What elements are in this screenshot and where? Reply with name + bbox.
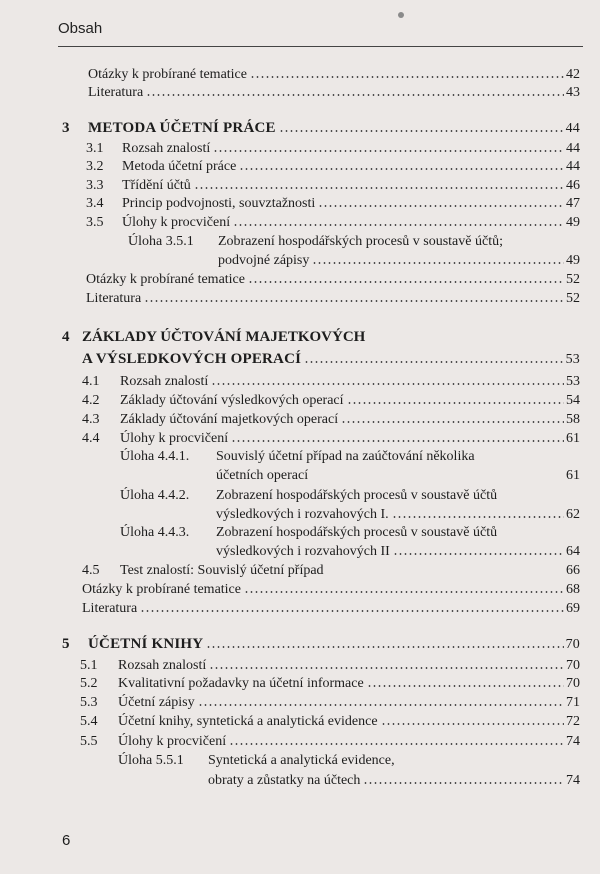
dot-leader bbox=[144, 298, 564, 304]
section-title: Rozsah znalostí bbox=[120, 374, 209, 389]
entry-page: 61 bbox=[566, 468, 580, 483]
toc-section-4-1[interactable] bbox=[82, 373, 580, 390]
entry-page: 44 bbox=[565, 121, 580, 136]
task-title-line2: obraty a zůstatky na účtech bbox=[208, 773, 361, 788]
entry-title: Literatura bbox=[86, 291, 142, 306]
section-title: Kvalitativní požadavky na účetní informace bbox=[118, 676, 364, 691]
entry-page: 46 bbox=[566, 178, 580, 193]
task-title-line1: Zobrazení hospodářských procesů v soustavě účtů bbox=[216, 525, 498, 540]
toc-entry-literature-4[interactable] bbox=[82, 600, 580, 617]
section-title: Úlohy k procvičení bbox=[118, 734, 227, 749]
toc-section-5-2[interactable] bbox=[80, 675, 580, 692]
entry-page: 52 bbox=[566, 272, 580, 287]
dot-leader bbox=[318, 203, 564, 209]
section-title: Metoda účetní práce bbox=[122, 159, 237, 174]
toc-task-4-4-3-line2[interactable] bbox=[216, 543, 580, 560]
entry-title: Literatura bbox=[88, 85, 144, 100]
entry-title: Otázky k probírané tematice bbox=[88, 67, 247, 82]
section-title: Účetní knihy, syntetická a analytická evidence bbox=[118, 714, 378, 729]
section-number: 4.5 bbox=[82, 563, 100, 578]
section-number: 4.1 bbox=[82, 374, 100, 389]
dot-leader bbox=[239, 166, 564, 172]
section-title: Princip podvojnosti, souvztažnosti bbox=[122, 196, 316, 211]
toc-section-5-5[interactable] bbox=[80, 733, 580, 750]
dot-leader bbox=[392, 514, 564, 520]
section-title: Rozsah znalostí bbox=[118, 658, 207, 673]
entry-page: 61 bbox=[566, 431, 580, 446]
task-title-line1: Souvislý účetní případ na zaúčtování několika bbox=[216, 449, 475, 464]
task-title-line2: výsledkových i rozvahových I. bbox=[216, 507, 389, 522]
toc-task-3-5-1-line1[interactable] bbox=[128, 233, 503, 250]
dot-leader bbox=[311, 475, 564, 481]
toc-task-4-4-1-line2[interactable] bbox=[216, 467, 580, 484]
dot-leader bbox=[363, 780, 564, 786]
section-title: Úlohy k procvičení bbox=[120, 431, 229, 446]
task-title-line2: podvojné zápisy bbox=[218, 253, 310, 268]
entry-title: Otázky k probírané tematice bbox=[86, 272, 245, 287]
toc-section-5-3[interactable] bbox=[80, 694, 580, 711]
toc-chapter-5[interactable] bbox=[62, 636, 580, 653]
toc-section-4-4[interactable] bbox=[82, 430, 580, 447]
running-header: Obsah bbox=[58, 20, 103, 37]
section-number: 3.5 bbox=[86, 215, 104, 230]
chapter-number: 3 bbox=[62, 120, 70, 136]
entry-title: Literatura bbox=[82, 601, 138, 616]
dot-leader bbox=[209, 665, 564, 671]
entry-page: 66 bbox=[566, 563, 580, 578]
toc-section-3-2[interactable] bbox=[86, 158, 580, 175]
section-title: Třídění účtů bbox=[122, 178, 191, 193]
dot-leader bbox=[312, 260, 564, 266]
entry-page: 53 bbox=[566, 374, 580, 389]
section-number: 3.4 bbox=[86, 196, 104, 211]
section-number: 4.2 bbox=[82, 393, 100, 408]
section-number: 4.4 bbox=[82, 431, 100, 446]
toc-task-4-4-2-line2[interactable] bbox=[216, 506, 580, 523]
entry-page: 62 bbox=[566, 507, 580, 522]
entry-page: 69 bbox=[566, 601, 580, 616]
toc-entry-literature-3[interactable] bbox=[86, 290, 580, 307]
entry-page: 52 bbox=[566, 291, 580, 306]
toc-section-4-2[interactable] bbox=[82, 392, 580, 409]
entry-page: 74 bbox=[566, 773, 580, 788]
toc-chapter-4-line1[interactable] bbox=[62, 329, 365, 346]
toc-task-3-5-1-line2[interactable] bbox=[218, 252, 580, 269]
section-title: Úlohy k procvičení bbox=[122, 215, 231, 230]
section-title: Rozsah znalostí bbox=[122, 141, 211, 156]
chapter-title: ÚČETNÍ KNIHY bbox=[88, 636, 204, 652]
toc-chapter-3[interactable] bbox=[62, 120, 580, 137]
ink-spot bbox=[398, 12, 404, 18]
dot-leader bbox=[244, 589, 564, 595]
toc-section-4-5[interactable] bbox=[82, 562, 580, 579]
chapter-number: 5 bbox=[62, 636, 70, 652]
section-title: Účetní zápisy bbox=[118, 695, 195, 710]
task-number: Úloha 4.4.3. bbox=[120, 525, 190, 540]
page-number: 6 bbox=[62, 832, 71, 849]
entry-page: 53 bbox=[565, 352, 580, 367]
toc-task-4-4-2-line1[interactable] bbox=[120, 487, 497, 504]
toc-task-5-5-1-line2[interactable] bbox=[208, 772, 580, 789]
entry-page: 70 bbox=[566, 658, 580, 673]
entry-page: 70 bbox=[565, 637, 580, 652]
task-title-line1: Zobrazení hospodářských procesů v soustavě účtů bbox=[216, 488, 498, 503]
entry-page: 64 bbox=[566, 544, 580, 559]
dot-leader bbox=[327, 570, 564, 576]
toc-section-3-3[interactable] bbox=[86, 177, 580, 194]
chapter-title-line1: ZÁKLADY ÚČTOVÁNÍ MAJETKOVÝCH bbox=[82, 329, 366, 345]
section-number: 5.3 bbox=[80, 695, 98, 710]
section-number: 5.5 bbox=[80, 734, 98, 749]
entry-page: 54 bbox=[566, 393, 580, 408]
toc-chapter-4-line2[interactable] bbox=[82, 351, 580, 368]
task-title-line2: výsledkových i rozvahových II bbox=[216, 544, 390, 559]
dot-leader bbox=[367, 683, 564, 689]
task-number: Úloha 4.4.2. bbox=[120, 488, 190, 503]
section-title: Základy účtování majetkových operací bbox=[120, 412, 339, 427]
header-rule bbox=[58, 46, 583, 47]
dot-leader bbox=[347, 400, 564, 406]
entry-page: 44 bbox=[566, 159, 580, 174]
section-number: 4.3 bbox=[82, 412, 100, 427]
dot-leader bbox=[140, 608, 564, 614]
entry-page: 43 bbox=[566, 85, 580, 100]
task-number: Úloha 5.5.1 bbox=[118, 753, 184, 768]
section-number: 5.1 bbox=[80, 658, 98, 673]
entry-page: 49 bbox=[566, 215, 580, 230]
section-number: 3.2 bbox=[86, 159, 104, 174]
toc-entry-questions-3[interactable] bbox=[86, 271, 580, 288]
section-number: 3.3 bbox=[86, 178, 104, 193]
dot-leader bbox=[194, 185, 564, 191]
section-title: Základy účtování výsledkových operací bbox=[120, 393, 344, 408]
entry-title: Otázky k probírané tematice bbox=[82, 582, 241, 597]
dot-leader bbox=[304, 359, 563, 365]
section-number: 5.4 bbox=[80, 714, 98, 729]
task-title-line2: účetních operací bbox=[216, 468, 309, 483]
dot-leader bbox=[393, 551, 564, 557]
dot-leader bbox=[250, 74, 564, 80]
dot-leader bbox=[146, 92, 564, 98]
entry-page: 58 bbox=[566, 412, 580, 427]
toc-section-3-1[interactable] bbox=[86, 140, 580, 157]
toc-section-3-5[interactable] bbox=[86, 214, 580, 231]
section-number: 3.1 bbox=[86, 141, 104, 156]
toc-task-4-4-3-line1[interactable] bbox=[120, 524, 497, 541]
dot-leader bbox=[229, 741, 564, 747]
entry-page: 71 bbox=[566, 695, 580, 710]
entry-page: 68 bbox=[566, 582, 580, 597]
entry-page: 47 bbox=[566, 196, 580, 211]
toc-task-4-4-1-line1[interactable] bbox=[120, 448, 475, 465]
dot-leader bbox=[198, 702, 564, 708]
dot-leader bbox=[233, 222, 564, 228]
entry-page: 70 bbox=[566, 676, 580, 691]
entry-page: 42 bbox=[566, 67, 580, 82]
dot-leader bbox=[279, 128, 564, 134]
entry-page: 74 bbox=[566, 734, 580, 749]
toc-section-4-3[interactable] bbox=[82, 411, 580, 428]
entry-page: 49 bbox=[566, 253, 580, 268]
entry-page: 44 bbox=[566, 141, 580, 156]
toc-section-5-1[interactable] bbox=[80, 657, 580, 674]
chapter-title-line2: A VÝSLEDKOVÝCH OPERACÍ bbox=[82, 351, 302, 367]
entry-page: 72 bbox=[566, 714, 580, 729]
chapter-title: METODA ÚČETNÍ PRÁCE bbox=[88, 120, 276, 136]
section-title: Test znalostí: Souvislý účetní případ bbox=[120, 563, 324, 578]
toc-task-5-5-1-line1[interactable] bbox=[118, 752, 395, 769]
dot-leader bbox=[341, 419, 564, 425]
task-title-line1: Syntetická a analytická evidence, bbox=[208, 753, 395, 768]
task-number: Úloha 4.4.1. bbox=[120, 449, 190, 464]
dot-leader bbox=[248, 279, 564, 285]
section-number: 5.2 bbox=[80, 676, 98, 691]
task-number: Úloha 3.5.1 bbox=[128, 234, 194, 249]
task-title-line1: Zobrazení hospodářských procesů v soustavě účtů; bbox=[218, 234, 503, 249]
chapter-number: 4 bbox=[62, 329, 70, 345]
toc-section-3-4[interactable] bbox=[86, 195, 580, 212]
dot-leader bbox=[381, 721, 564, 727]
dot-leader bbox=[211, 381, 564, 387]
toc-section-5-4[interactable] bbox=[80, 713, 580, 730]
toc-entry-literature-2[interactable] bbox=[88, 84, 580, 101]
dot-leader bbox=[213, 148, 564, 154]
toc-entry-questions-4[interactable] bbox=[82, 581, 580, 598]
dot-leader bbox=[231, 438, 564, 444]
dot-leader bbox=[206, 644, 563, 650]
toc-entry-questions-2[interactable] bbox=[88, 66, 580, 83]
